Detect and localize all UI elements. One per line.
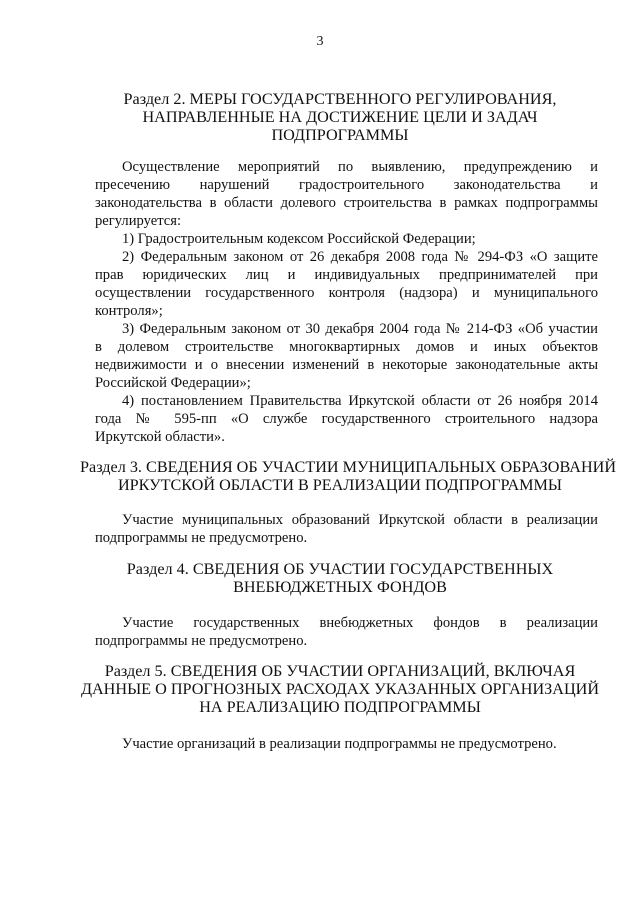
heading-line: ИРКУТСКОЙ ОБЛАСТИ В РЕАЛИЗАЦИИ ПОДПРОГРАММЫ (117, 476, 563, 494)
page-number: 3 (316, 34, 324, 49)
heading-line: ПОДПРОГРАММЫ (271, 126, 409, 144)
paragraph-line: Участие государственных внебюджетных фондов в реализации (122, 615, 598, 631)
list-item-2: 2) Федеральным законом от 26 декабря 2008 года № 294-ФЗ «О защите (122, 249, 598, 265)
paragraph-line: в долевом строительстве многоквартирных домов и иных объектов (95, 339, 598, 355)
heading-line: НАПРАВЛЕННЫЕ НА ДОСТИЖЕНИЕ ЦЕЛИ И ЗАДАЧ (142, 108, 538, 126)
list-item-3: 3) Федеральным законом от 30 декабря 2004 года № 214-ФЗ «Об участии (122, 321, 598, 337)
paragraph-line: подпрограммы не предусмотрено. (95, 633, 308, 649)
heading-line: НА РЕАЛИЗАЦИЮ ПОДПРОГРАММЫ (199, 698, 481, 716)
section-2-heading (80, 90, 600, 144)
paragraph-line: недвижимости и о внесении изменений в некоторые законодательные акты (95, 357, 598, 373)
section-5-heading (80, 662, 600, 716)
paragraph-line: регулируется: (95, 213, 181, 229)
heading-line: ВНЕБЮДЖЕТНЫХ ФОНДОВ (233, 578, 447, 596)
paragraph-line: Участие организаций в реализации подпрограммы не предусмотрено. (122, 736, 557, 752)
paragraph-line: Иркутской области». (95, 429, 225, 445)
section-3-heading (80, 458, 617, 494)
paragraph-line: подпрограммы не предусмотрено. (95, 530, 308, 546)
paragraph-line: пресечению нарушений градостроительного законодательства и (95, 177, 598, 193)
heading-line: Раздел 3. СВЕДЕНИЯ ОБ УЧАСТИИ МУНИЦИПАЛЬНЫХ ОБРАЗОВАНИЙ (80, 458, 617, 476)
heading-line: Раздел 4. СВЕДЕНИЯ ОБ УЧАСТИИ ГОСУДАРСТВЕННЫХ (126, 560, 554, 578)
heading-line: ДАННЫЕ О ПРОГНОЗНЫХ РАСХОДАХ УКАЗАННЫХ ОРГАНИЗАЦИЙ (80, 680, 600, 698)
paragraph-line: осуществлении государственного контроля (надзора) и муниципального (95, 285, 598, 301)
heading-line: Раздел 2. МЕРЫ ГОСУДАРСТВЕННОГО РЕГУЛИРОВАНИЯ, (123, 90, 557, 108)
paragraph-line: законодательства в области долевого строительства в рамках подпрограммы (95, 195, 598, 211)
paragraph-line: Осуществление мероприятий по выявлению, предупреждению и (122, 159, 598, 175)
paragraph-line: контроля»; (95, 303, 163, 319)
section-4-heading (80, 560, 600, 596)
paragraph-line: прав юридических лиц и индивидуальных предпринимателей при (95, 267, 598, 283)
paragraph-line: Участие муниципальных образований Иркутской области в реализации (122, 512, 598, 528)
list-item-1: 1) Градостроительным кодексом Российской Федерации; (122, 231, 476, 247)
paragraph-line: года № 595-пп «О службе государственного строительного надзора (95, 411, 598, 427)
list-item-4: 4) постановлением Правительства Иркутской области от 26 ноября 2014 (122, 393, 598, 409)
paragraph-line: Российской Федерации»; (95, 375, 251, 391)
heading-line: Раздел 5. СВЕДЕНИЯ ОБ УЧАСТИИ ОРГАНИЗАЦИЙ, ВКЛЮЧАЯ (104, 662, 576, 680)
